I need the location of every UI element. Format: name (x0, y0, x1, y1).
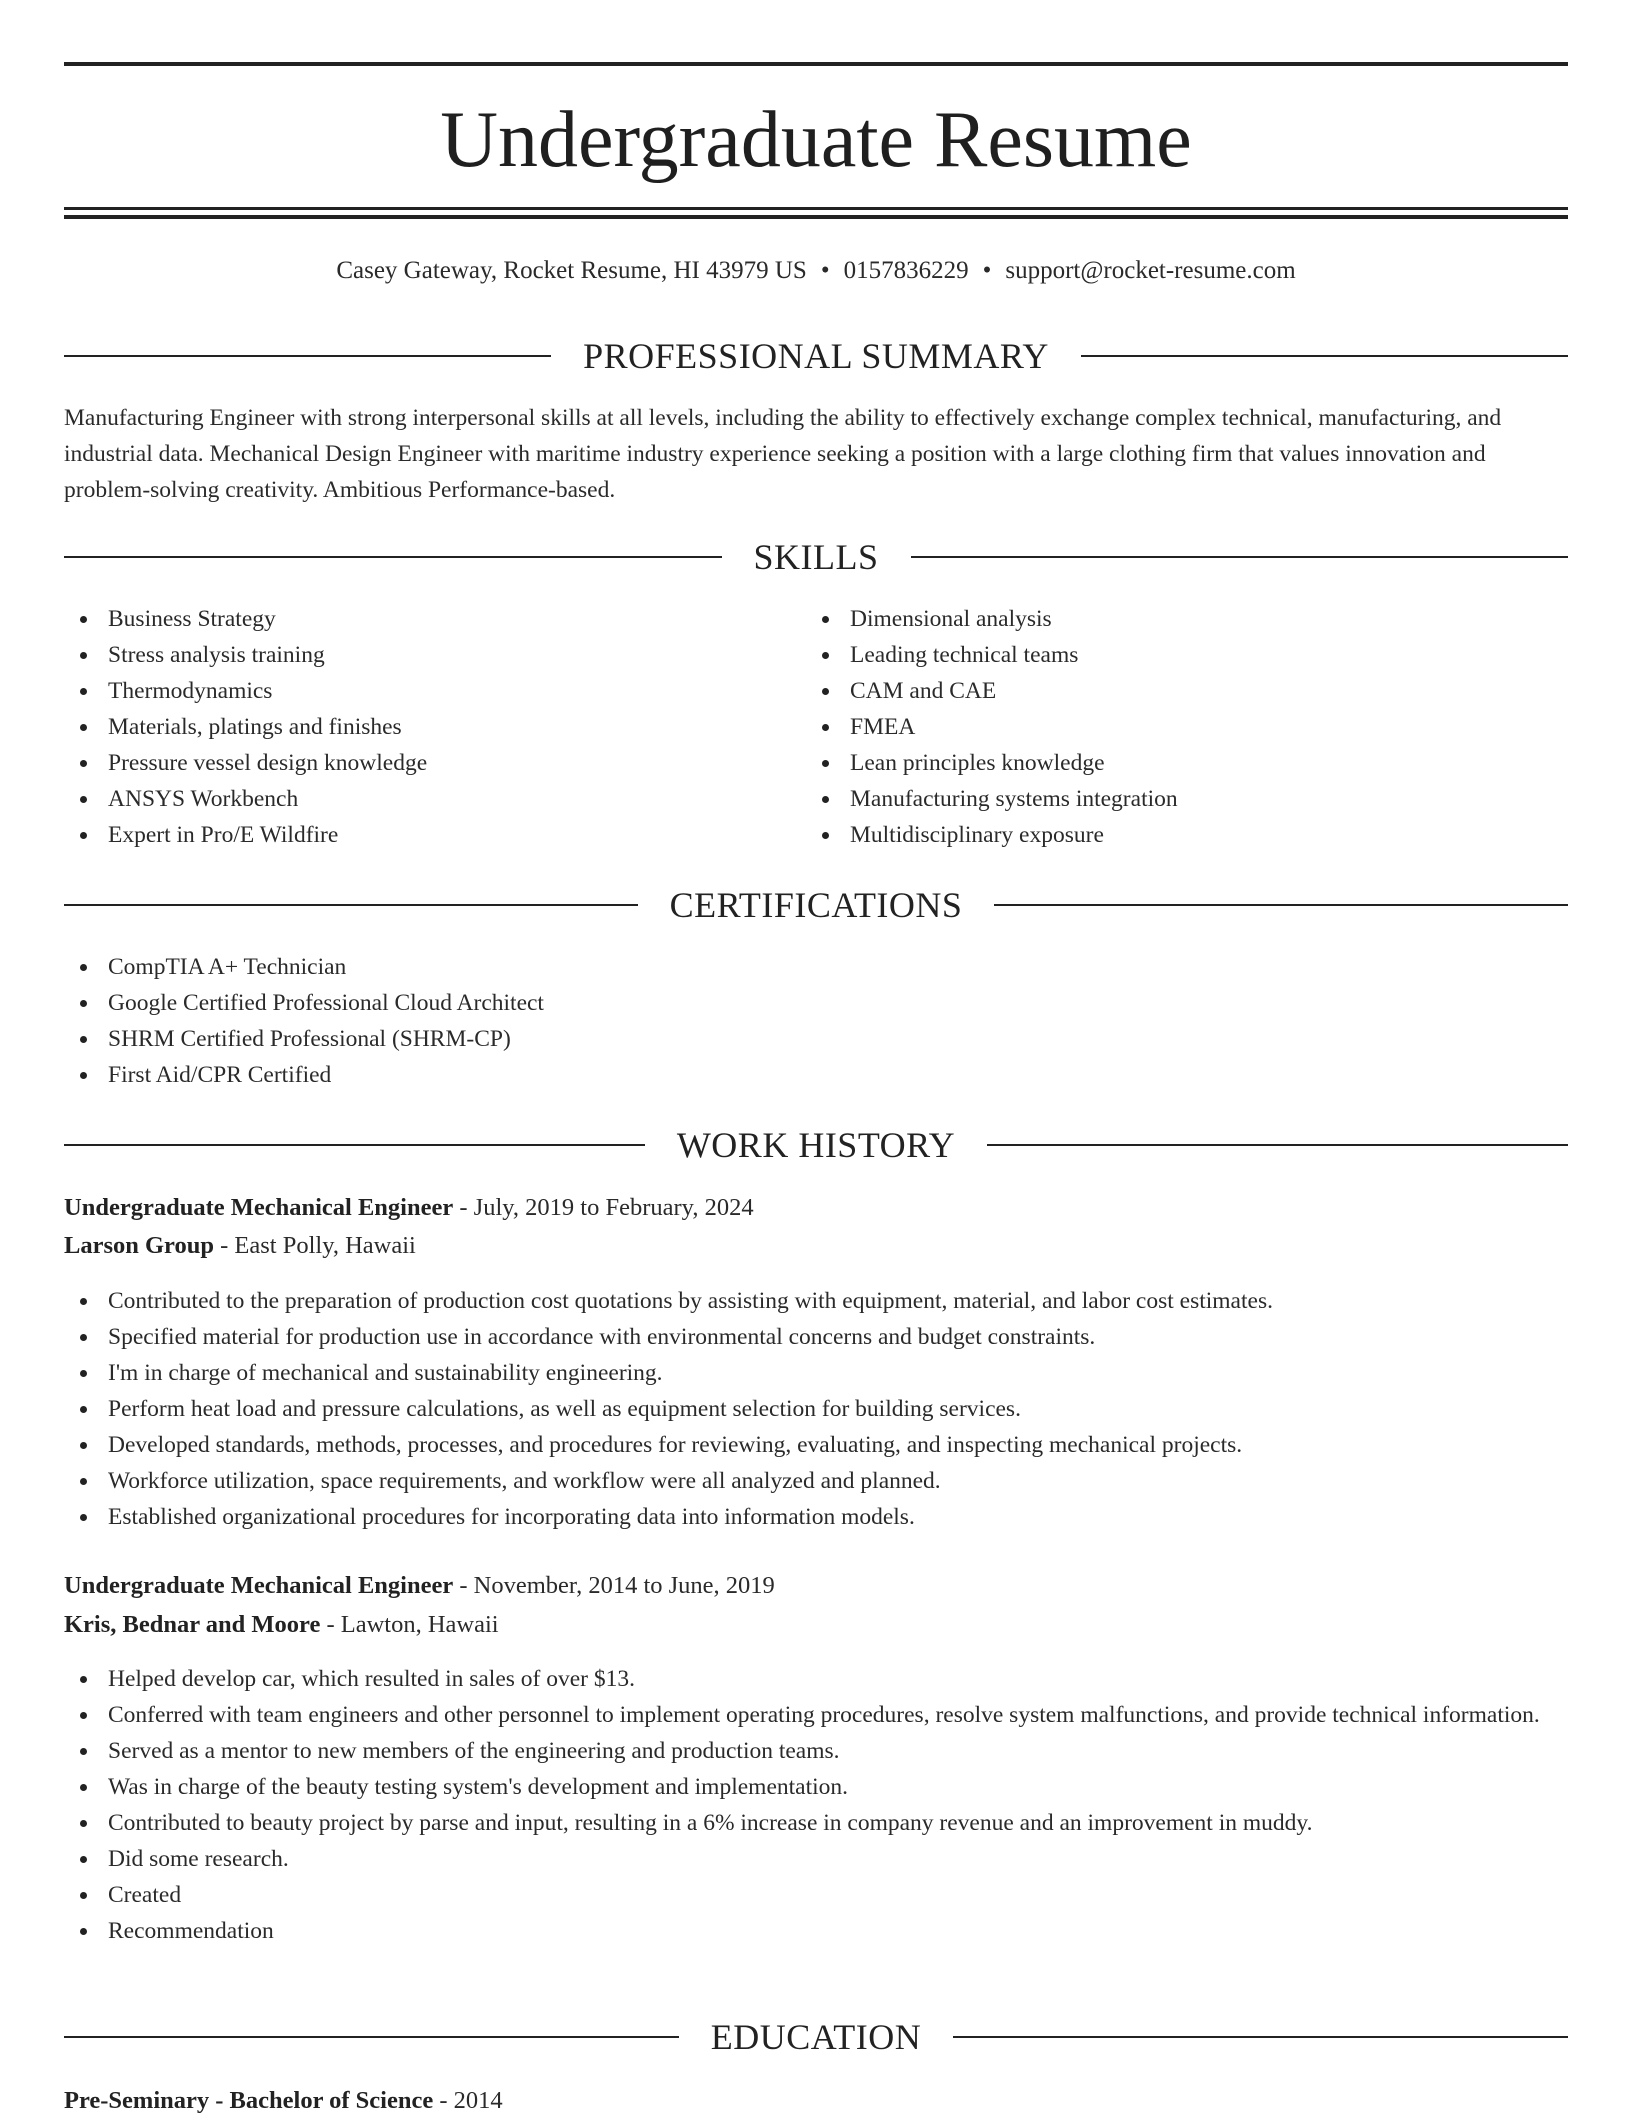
job-company: Larson Group (64, 1232, 214, 1259)
skill-item: Thermodynamics (64, 673, 804, 709)
duty-item: Conferred with team engineers and other personnel to implement operating procedures, resolve system malfunctions, and provide technical information. (64, 1697, 1568, 1733)
section-title: WORK HISTORY (676, 1125, 956, 1165)
divider-line (994, 904, 1568, 906)
duty-item: Perform heat load and pressure calculations, as well as equipment selection for building services. (64, 1391, 1568, 1427)
contact-address: Casey Gateway, Rocket Resume, HI 43979 US (336, 257, 807, 284)
skill-item: Pressure vessel design knowledge (64, 745, 804, 781)
resume-title: Undergraduate Resume (440, 96, 1192, 184)
education-entry (64, 2082, 1568, 2120)
divider-line (911, 556, 1569, 558)
job-title: Undergraduate Mechanical Engineer (64, 1572, 454, 1599)
skill-item: Multidisciplinary exposure (806, 817, 1546, 853)
skill-item: Materials, platings and finishes (64, 709, 804, 745)
duty-item: Specified material for production use in accordance with environmental concerns and budget constraints. (64, 1319, 1568, 1355)
skill-item: CAM and CAE (806, 673, 1546, 709)
duty-item: Was in charge of the beauty testing system's development and implementation. (64, 1769, 1568, 1805)
duty-item: I'm in charge of mechanical and sustainability engineering. (64, 1355, 1568, 1391)
skill-item: Manufacturing systems integration (806, 781, 1546, 817)
section-heading-summary (64, 334, 1568, 378)
divider-line (64, 1144, 645, 1146)
summary-text: Manufacturing Engineer with strong interpersonal skills at all levels, including the ability to effectively exchange complex technical, manufacturing, and industrial data. Mechanical Design Engineer with maritime industry experience seeking a position with a large clothing firm that values innovation and problem-solving creativity. Ambitious Performance-based. (64, 405, 1502, 503)
job-title-line (64, 1567, 1568, 1605)
contact-separator: • (820, 257, 830, 284)
duty-item: Created (64, 1877, 1568, 1913)
job-location: - Lawton, Hawaii (320, 1611, 499, 1638)
certifications-list (64, 949, 1568, 1093)
section-title: CERTIFICATIONS (669, 885, 963, 925)
duty-item: Served as a mentor to new members of the engineering and production teams. (64, 1733, 1568, 1769)
skill-item: FMEA (806, 709, 1546, 745)
duty-item: Contributed to the preparation of production cost quotations by assisting with equipment, material, and labor cost estimates. (64, 1283, 1568, 1319)
section-title: SKILLS (753, 537, 879, 577)
skill-item: ANSYS Workbench (64, 781, 804, 817)
section-heading-education (64, 2015, 1568, 2059)
title-rule-lower (64, 215, 1568, 219)
section-heading-skills (64, 535, 1568, 579)
section-heading-work-history (64, 1123, 1568, 1167)
certification-item: Google Certified Professional Cloud Architect (64, 985, 1568, 1021)
job-dates: - November, 2014 to June, 2019 (453, 1572, 775, 1599)
divider-line (987, 1144, 1568, 1146)
job-dates: - July, 2019 to February, 2024 (453, 1194, 754, 1221)
section-title: EDUCATION (710, 2017, 922, 2057)
skill-item: Business Strategy (64, 601, 804, 637)
divider-line (1081, 355, 1568, 357)
duty-item: Recommendation (64, 1913, 1568, 1949)
certification-item: First Aid/CPR Certified (64, 1057, 1568, 1093)
duty-item: Developed standards, methods, processes, and procedures for reviewing, evaluating, and inspecting mechanical projects. (64, 1427, 1568, 1463)
job-title: Undergraduate Mechanical Engineer (64, 1194, 454, 1221)
skills-list-right (806, 601, 1546, 853)
title-rule-upper (64, 207, 1568, 210)
skills-list-left (64, 601, 804, 853)
duty-item: Workforce utilization, space requirements, and workflow were all analyzed and planned. (64, 1463, 1568, 1499)
contact-line (64, 254, 1568, 288)
top-rule (64, 62, 1568, 66)
education-year: - 2014 (433, 2087, 503, 2114)
job-location: - East Polly, Hawaii (214, 1232, 416, 1259)
job-company: Kris, Bednar and Moore (64, 1611, 321, 1638)
education-degree: Pre-Seminary - Bachelor of Science (64, 2087, 434, 2114)
skill-item: Stress analysis training (64, 637, 804, 673)
section-heading-certifications (64, 883, 1568, 927)
skill-item: Leading technical teams (806, 637, 1546, 673)
job-company-line (64, 1606, 1568, 1644)
skill-item: Expert in Pro/E Wildfire (64, 817, 804, 853)
job-company-line (64, 1227, 1568, 1265)
duty-item: Helped develop car, which resulted in sales of over $13. (64, 1661, 1568, 1697)
contact-separator: • (982, 257, 992, 284)
skill-item: Lean principles knowledge (806, 745, 1546, 781)
certification-item: SHRM Certified Professional (SHRM-CP) (64, 1021, 1568, 1057)
duty-item: Established organizational procedures for incorporating data into information models. (64, 1499, 1568, 1535)
divider-line (64, 355, 551, 357)
divider-line (64, 2036, 679, 2038)
divider-line (64, 904, 638, 906)
duty-item: Did some research. (64, 1841, 1568, 1877)
duty-item: Contributed to beauty project by parse and input, resulting in a 6% increase in company revenue and an improvement in muddy. (64, 1805, 1568, 1841)
job-title-line (64, 1189, 1568, 1227)
job-duties-list (64, 1661, 1568, 1949)
contact-email: support@rocket-resume.com (1005, 257, 1296, 284)
divider-line (953, 2036, 1568, 2038)
certification-item: CompTIA A+ Technician (64, 949, 1568, 985)
skill-item: Dimensional analysis (806, 601, 1546, 637)
job-duties-list (64, 1283, 1568, 1535)
divider-line (64, 556, 722, 558)
section-title: PROFESSIONAL SUMMARY (583, 336, 1049, 376)
contact-phone: 0157836229 (843, 257, 969, 284)
